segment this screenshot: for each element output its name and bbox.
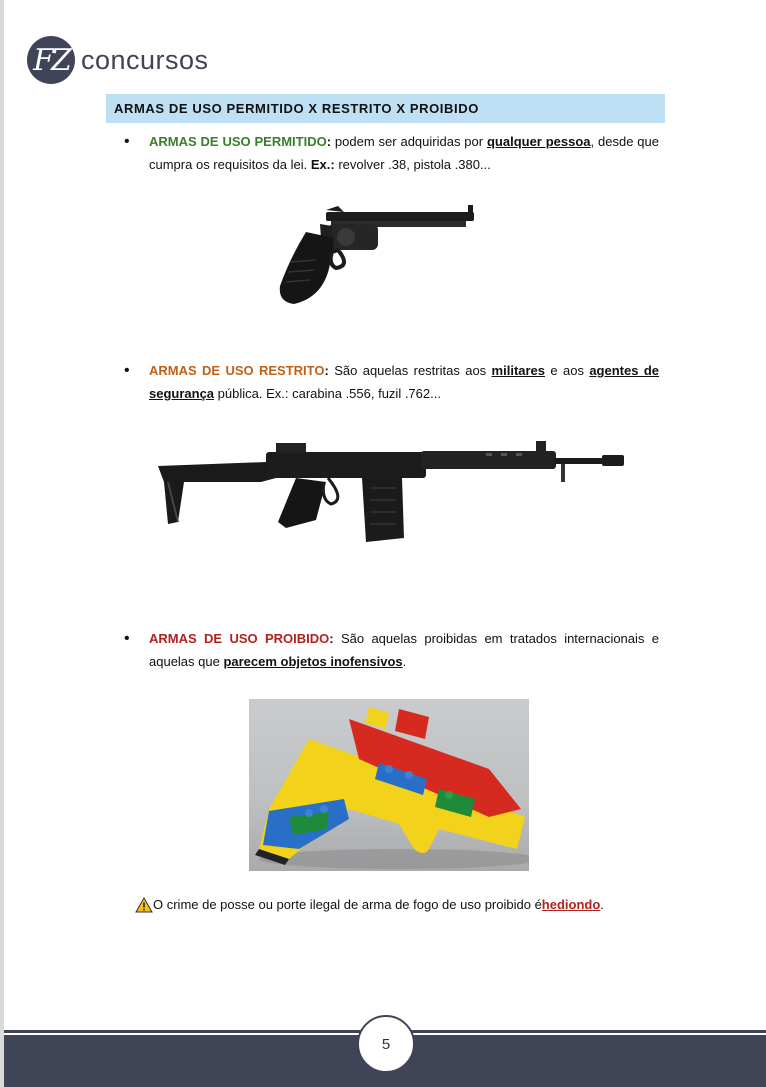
label-proibido: ARMAS DE USO PROIBIDO <box>149 631 330 646</box>
page-number-text: 5 <box>381 1035 391 1053</box>
section-title: ARMAS DE USO PERMITIDO X RESTRITO X PROIBIDO <box>106 94 665 123</box>
note-end: . <box>600 897 604 912</box>
text-restrito-3: pública. Ex.: carabina .556, fuzil .762... <box>214 386 441 401</box>
label-permitido <box>149 134 327 149</box>
text-permitido-3: revolver .38, pistola .380... <box>334 157 491 172</box>
text-proibido-2: . <box>402 654 407 669</box>
text-restrito-1: São aquelas restritas aos <box>328 363 492 378</box>
colon-permitido: : <box>326 134 332 149</box>
label-permitido-text: ARMAS DE USO PERMITIDO <box>149 134 327 149</box>
lego-pistol-image <box>249 699 529 871</box>
text-restrito-2: e aos <box>545 363 590 378</box>
revolver-image <box>276 202 476 307</box>
logo-mark <box>27 36 75 84</box>
label-restrito: ARMAS DE USO RESTRITO <box>149 363 325 378</box>
lego-pistol-illustration <box>249 699 529 871</box>
rifle-illustration <box>156 438 626 543</box>
revolver-illustration <box>276 202 476 307</box>
bullet-restrito <box>149 359 659 405</box>
logo-mark-text: FZ <box>33 42 69 78</box>
colon-restrito: : <box>324 363 329 378</box>
hediondo-note <box>135 894 604 916</box>
bullet-proibido <box>149 627 659 673</box>
page-number <box>357 1015 415 1073</box>
text-proibido-1: São aquelas proibidas em tratados internacionais e aquelas que <box>149 631 659 669</box>
ex-label: Ex.: <box>310 157 335 172</box>
page-edge <box>0 0 4 1087</box>
note-text: O crime de posse ou porte ilegal de arma de fogo de uso proibido é <box>153 897 542 912</box>
rifle-image <box>156 438 626 543</box>
emph-objetos-inofensivos: parecem objetos inofensivos <box>223 654 403 669</box>
emph-militares: militares <box>491 363 546 378</box>
colon-proibido: : <box>329 631 334 646</box>
warning-icon <box>135 897 153 913</box>
emph-agentes-seguranca: agentes de segurança <box>149 363 659 401</box>
text-permitido-1: podem ser adquiridas por <box>331 134 487 149</box>
emph-hediondo: hediondo <box>541 897 601 912</box>
brand-logo <box>27 36 209 84</box>
logo-text: concursos <box>81 44 209 75</box>
bullet-permitido <box>149 130 659 176</box>
emph-qualquer-pessoa: qualquer pessoa <box>486 134 591 149</box>
text-permitido-2: , desde que cumpra os requisitos da lei. <box>149 134 659 172</box>
